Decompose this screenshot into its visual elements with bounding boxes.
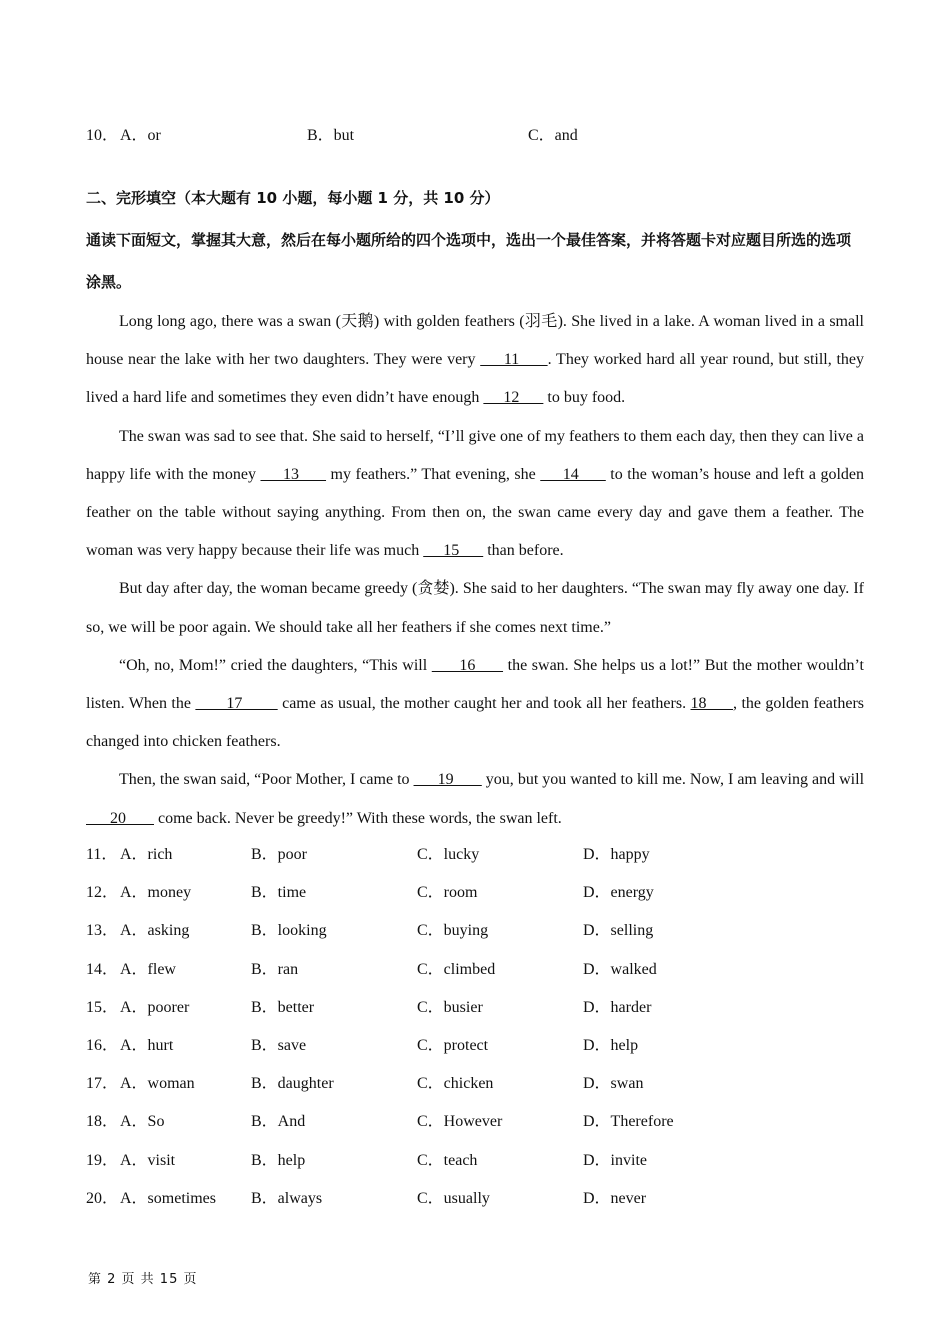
option-b: B．better xyxy=(251,998,315,1016)
option-c: C．room xyxy=(417,884,478,902)
page-number-footer: 第 2 页 共 15 页 xyxy=(88,1272,198,1287)
blank-20: 20 xyxy=(86,809,154,827)
option-d: D．invite xyxy=(583,1151,647,1169)
option-c: C．chicken xyxy=(417,1075,494,1093)
option-a: A．woman xyxy=(120,1075,195,1093)
option-d: D．happy xyxy=(583,846,650,863)
option-c: C．and xyxy=(528,127,578,144)
blank-14: 14 xyxy=(540,465,606,483)
option-a: A．sometimes xyxy=(120,1189,216,1207)
option-b: B．time xyxy=(251,884,307,902)
option-c: C．busier xyxy=(417,998,483,1016)
question-row xyxy=(86,1142,786,1180)
question-row xyxy=(86,989,786,1027)
question-row xyxy=(86,874,786,912)
option-c: C．teach xyxy=(417,1151,478,1169)
paragraph-1: Long long ago, there was a swan (天鹅) with golden feathers (羽毛). She lived in a lake. A woman lived in a small house near the lake with her two daughters. They were very 11 . They worked hard all year round, but still, they lived a hard life and sometimes they even didn’t have enough 12 to buy food. xyxy=(86,313,864,407)
option-c: C．buying xyxy=(417,922,489,940)
question-number: 10． xyxy=(86,127,119,144)
option-b: B．poor xyxy=(251,846,308,863)
section-heading: 二、完形填空（本大题有 10 小题，每小题 1 分，共 10 分） xyxy=(86,189,500,207)
option-a: A．rich xyxy=(120,846,173,863)
blank-16: 16 xyxy=(431,656,504,674)
option-b: B．looking xyxy=(251,922,327,940)
question-row xyxy=(86,951,786,989)
option-b: B．always xyxy=(251,1189,323,1207)
question-row xyxy=(86,1103,786,1141)
option-a: A．asking xyxy=(120,922,190,940)
option-c: C．usually xyxy=(417,1189,490,1207)
question-number: 12． xyxy=(86,884,119,902)
blank-18: 18 xyxy=(690,695,734,713)
option-d: D．Therefore xyxy=(583,1113,674,1131)
blank-17: 17 xyxy=(195,695,278,713)
paragraph-4: “Oh, no, Mom!” cried the daughters, “This will 16 the swan. She helps us a lot!” But the mother wouldn’t listen. When the 17 came as usual, the mother caught her and took all her feathers. 18 , the golden feathers changed into chicken feathers. xyxy=(86,656,865,751)
paragraph-3: But day after day, the woman became greedy (贪婪). She said to her daughters. “The swan may fly away one day. If so, we will be poor again. We should take all her feathers if she comes next time.” xyxy=(86,580,864,636)
option-b: B．help xyxy=(251,1151,306,1169)
section-instruction: 通读下面短文，掌握其大意，然后在每小题所给的四个选项中，选出一个最佳答案，并将答题卡对应题目所选的选项涂黑。 xyxy=(86,231,852,291)
question-number: 11． xyxy=(86,846,118,863)
option-b: B．save xyxy=(251,1036,307,1054)
question-row xyxy=(86,836,786,874)
option-a: A．or xyxy=(120,127,161,144)
option-c: C．However xyxy=(417,1113,503,1131)
blank-12: 12 xyxy=(483,389,544,407)
option-b: B．And xyxy=(251,1113,306,1131)
paragraph-5: Then, the swan said, “Poor Mother, I came to 19 you, but you wanted to kill me. Now, I am leaving and will 20 come back. Never be greedy!” With these words, the swan left. xyxy=(86,771,865,827)
option-d: D．swan xyxy=(583,1075,644,1093)
question-row xyxy=(86,912,786,950)
option-a: A．visit xyxy=(120,1151,176,1169)
question-row xyxy=(86,1027,786,1065)
paragraph-2: The swan was sad to see that. She said to herself, “I’ll give one of my feathers to them each day, then they can live a happy life with the money 13 my feathers.” That evening, she 14 to the woman’s house and left a golden feather on the table without saying anything. From then on, the swan came every day and gave them a feather. The woman was very happy because their life was much 15 than before. xyxy=(86,427,864,560)
blank-19: 19 xyxy=(413,771,482,789)
question-number: 20． xyxy=(86,1189,119,1207)
option-d: D．never xyxy=(583,1189,647,1207)
question-10-options xyxy=(86,122,786,144)
option-d: D．energy xyxy=(583,884,654,902)
option-d: D．harder xyxy=(583,998,652,1016)
blank-15: 15 xyxy=(423,542,484,560)
option-a: A．hurt xyxy=(120,1036,174,1054)
question-row xyxy=(86,1065,786,1103)
question-number: 19． xyxy=(86,1151,119,1169)
option-d: D．help xyxy=(583,1036,639,1054)
option-a: A．poorer xyxy=(120,998,190,1016)
blank-11: 11 xyxy=(480,351,548,369)
cloze-passage xyxy=(86,303,864,838)
answer-options xyxy=(86,836,786,1218)
option-a: A．flew xyxy=(120,960,176,978)
question-number: 16． xyxy=(86,1036,119,1054)
option-b: B．ran xyxy=(251,960,299,978)
option-d: D．walked xyxy=(583,960,657,978)
option-d: D．selling xyxy=(583,922,654,940)
option-a: A．money xyxy=(120,884,192,902)
option-a: A．So xyxy=(120,1113,165,1131)
option-c: C．protect xyxy=(417,1036,489,1054)
question-number: 15． xyxy=(86,998,119,1016)
option-b: B．but xyxy=(307,127,355,144)
option-b: B．daughter xyxy=(251,1075,334,1093)
question-row xyxy=(86,1180,786,1218)
question-number: 13． xyxy=(86,922,119,940)
question-number: 18． xyxy=(86,1113,119,1131)
question-number: 14． xyxy=(86,960,119,978)
blank-13: 13 xyxy=(260,465,327,483)
option-c: C．climbed xyxy=(417,960,496,978)
question-number: 17． xyxy=(86,1075,119,1093)
option-c: C．lucky xyxy=(417,846,480,863)
